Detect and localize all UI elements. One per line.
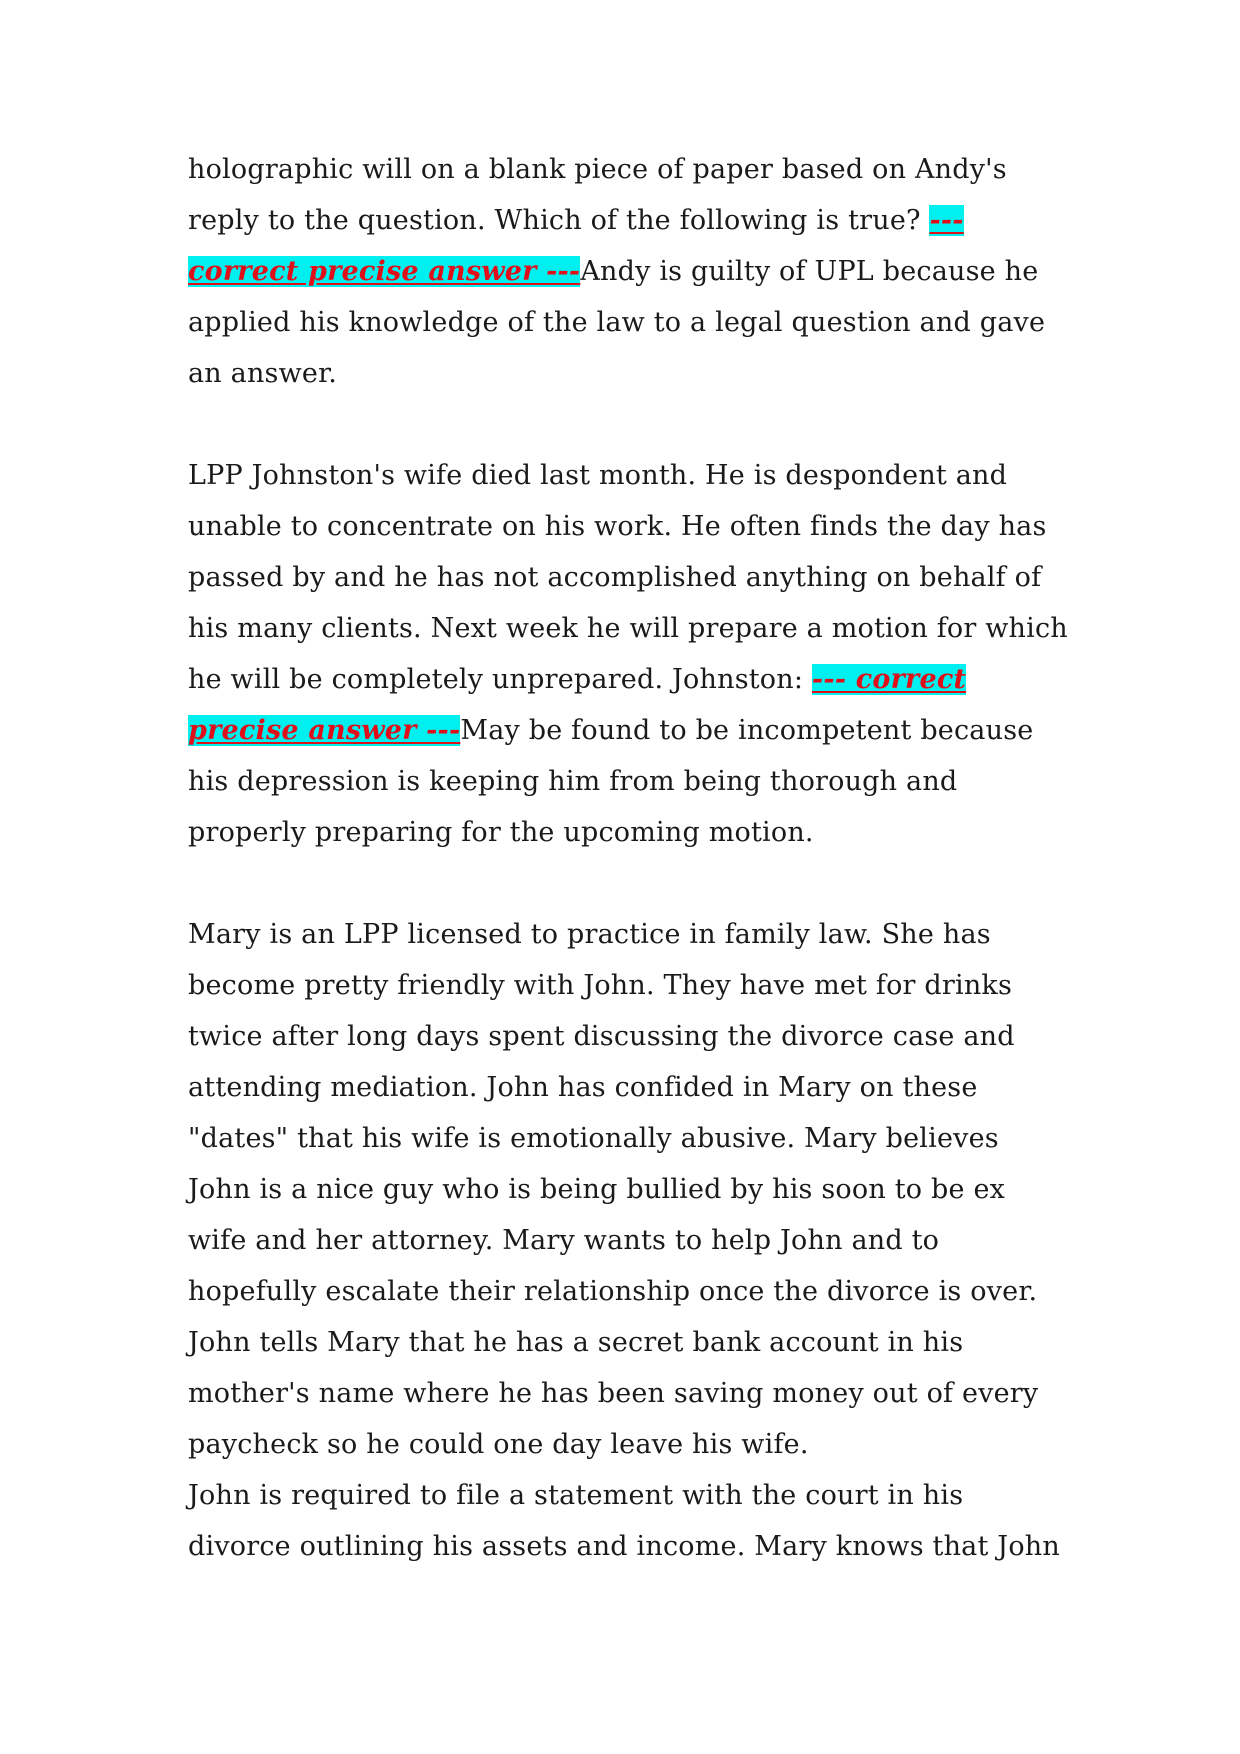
- question-text: John is required to file a statement with the court in his divorce outlining his assets and income. Mary knows that John: [188, 1480, 1060, 1562]
- question-paragraph-3: [188, 909, 1068, 1470]
- question-paragraph-2: [188, 450, 1068, 858]
- answer-text: Andy is guilty of UPL because he applied his knowledge of the law to a legal question and gave an answer.: [188, 256, 1046, 389]
- question-text: Mary is an LPP licensed to practice in family law. She has become pretty friendly with John. They have met for drinks twice after long days spent discussing the divorce case and attending mediation. John has confided in Mary on these "dates" that his wife is emotionally abusive. Mary believes John is a nice guy who is being bullied by his soon to be ex wife and her attorney. Mary wants to help John and to hopefully escalate their relationship once the divorce is over. John tells Mary that he has a secret bank account in his mother's name where he has been saving money out of every paycheck so he could one day leave his wife.: [188, 919, 1039, 1460]
- question-text: LPP Johnston's wife died last month. He is despondent and unable to concentrate on his work. He often finds the day has passed by and he has not accomplished anything on behalf of his many clients. Next week he will prepare a motion for which he will be completely unprepared. Johnston:: [188, 460, 1068, 695]
- question-paragraph-4: [188, 1470, 1068, 1572]
- question-text: holographic will on a blank piece of paper based on Andy's reply to the question. Which of the following is true?: [188, 154, 1007, 236]
- document-body: [188, 144, 1068, 1572]
- answer-text: May be found to be incompetent because his depression is keeping him from being thorough and properly preparing for the upcoming motion.: [188, 715, 1034, 848]
- question-paragraph-1: [188, 144, 1068, 399]
- correct-answer-marker: --- correct precise answer ---: [188, 205, 964, 287]
- correct-answer-marker: --- correct precise answer ---: [188, 664, 967, 746]
